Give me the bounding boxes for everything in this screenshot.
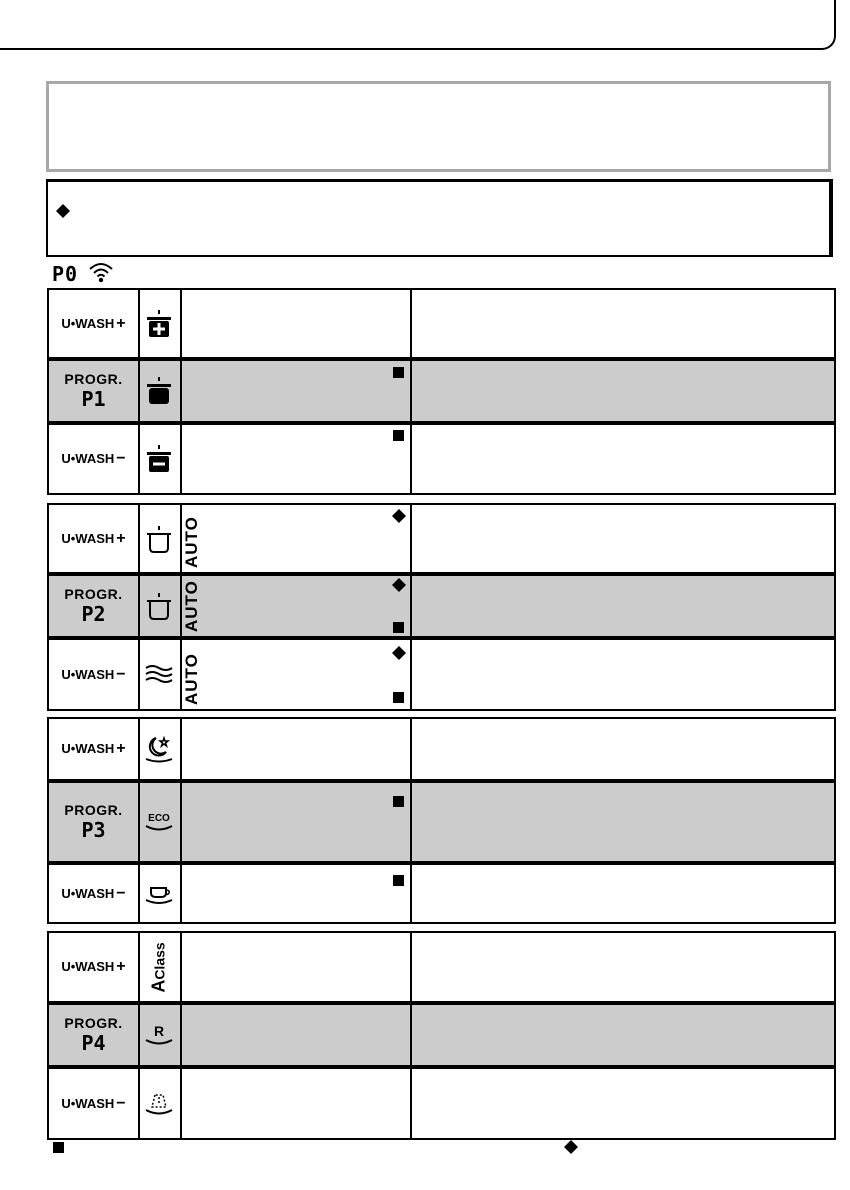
legend-square-mark: [53, 1142, 64, 1153]
auto-label: AUTO: [182, 653, 201, 705]
uwash-plus-label: U•WASH +: [61, 740, 126, 757]
progr-label: PROGR.: [64, 802, 123, 818]
legend-diamond-icon: [564, 1140, 578, 1154]
pot-outline-icon: [146, 524, 172, 554]
diamond-icon: [392, 646, 406, 660]
progr-label: PROGR.: [64, 371, 123, 387]
note-box: [46, 179, 833, 257]
auto-label: AUTO: [182, 516, 201, 568]
row-uwash-plus: [49, 505, 834, 572]
row-progr-p2: [49, 572, 834, 640]
progr-label: PROGR.: [64, 586, 123, 602]
row-progr-p4: [49, 1001, 834, 1069]
square-mark: [393, 875, 404, 886]
program-group-p4: [47, 931, 836, 1140]
auto-label: AUTO: [182, 580, 201, 632]
pot-full-icon: [146, 376, 172, 406]
row-uwash-minus: [49, 865, 834, 922]
program-group-p3: [47, 717, 836, 924]
uwash-minus-label: U•WASH −: [61, 450, 126, 467]
row-uwash-minus: [49, 640, 834, 709]
a-class-icon: AClass: [148, 941, 169, 993]
program-group-p1: [47, 288, 836, 495]
pot-minus-icon: [146, 444, 172, 474]
waves-icon: [144, 663, 174, 687]
p0-label: P0: [52, 262, 79, 286]
pot-outline-icon: [146, 591, 172, 621]
uwash-plus-label: U•WASH +: [61, 958, 126, 975]
progr-label: PROGR.: [64, 1015, 123, 1031]
r-text: R: [153, 1023, 165, 1039]
diamond-icon: [392, 578, 406, 592]
program-p3: P3: [81, 818, 106, 842]
wifi-icon: [88, 261, 114, 283]
glass-icon: [144, 1091, 174, 1117]
program-p4: P4: [81, 1031, 106, 1055]
row-uwash-plus: [49, 719, 834, 779]
row-progr-p3: [49, 779, 834, 865]
diamond-icon: [56, 204, 70, 218]
uwash-minus-label: U•WASH −: [61, 665, 126, 683]
program-p2: P2: [81, 602, 106, 626]
uwash-minus-label: U•WASH −: [61, 884, 126, 902]
row-uwash-minus: [49, 425, 834, 493]
uwash-plus-label: U•WASH +: [61, 529, 126, 547]
square-mark: [393, 692, 404, 703]
square-mark: [393, 622, 404, 633]
night-icon: [144, 734, 174, 764]
page-corner-frame: [0, 0, 836, 50]
program-p1: P1: [81, 387, 106, 411]
square-mark: [393, 796, 404, 807]
square-mark: [393, 430, 404, 441]
row-uwash-plus: [49, 290, 834, 357]
diamond-icon: [392, 509, 406, 523]
rapid-icon: [144, 1022, 174, 1048]
square-mark: [393, 367, 404, 378]
eco-icon: [144, 809, 174, 835]
program-group-p2: [47, 503, 836, 711]
pot-plus-icon: [146, 309, 172, 339]
eco-text: ECO: [148, 813, 170, 824]
header-box: [46, 81, 831, 172]
row-uwash-minus: [49, 1069, 834, 1138]
uwash-plus-label: U•WASH +: [61, 314, 126, 332]
row-uwash-plus: [49, 933, 834, 1001]
row-progr-p1: [49, 357, 834, 425]
cup-icon: [144, 882, 174, 906]
uwash-minus-label: U•WASH −: [61, 1094, 126, 1112]
